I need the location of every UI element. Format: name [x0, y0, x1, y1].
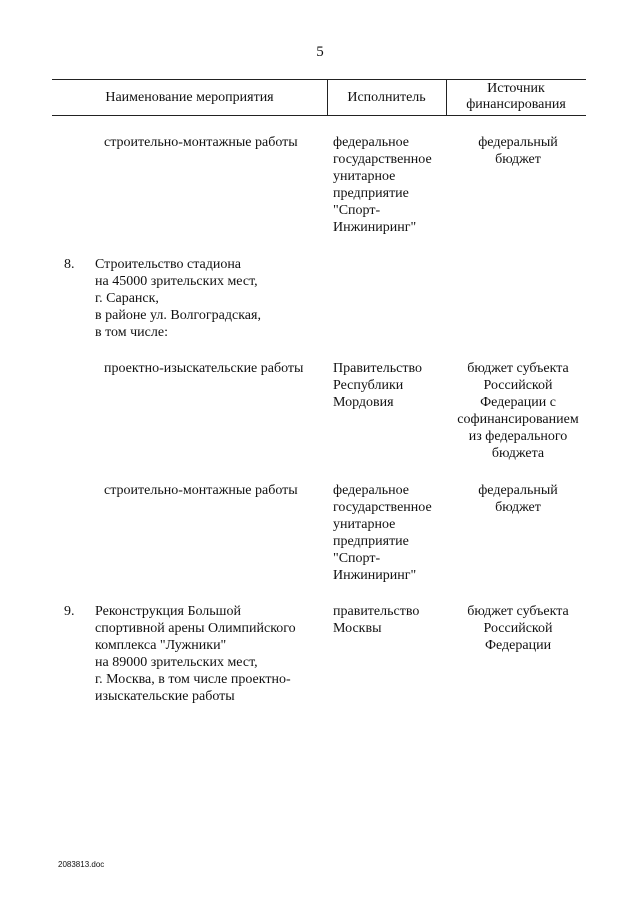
row-2-name: проектно-изыскательские работы — [104, 361, 304, 376]
header-name: Наименование мероприятия — [105, 90, 274, 105]
row-2-source: бюджет субъекта Российской Федерации с софинансированием из федерального бюджета — [457, 361, 579, 461]
table-header-bottom-rule — [52, 115, 586, 116]
row-0-name: строительно-монтажные работы — [104, 135, 298, 150]
row-3-name: строительно-монтажные работы — [104, 483, 298, 498]
row-2-executor: Правительство Республики Мордовия — [333, 361, 422, 410]
row-0-executor: федеральное государственное унитарное предприятие "Спорт- Инжиниринг" — [333, 135, 432, 235]
header-source: Источник финансирования — [466, 81, 566, 112]
row-3-executor: федеральное государственное унитарное предприятие "Спорт- Инжиниринг" — [333, 483, 432, 583]
row-0-source: федеральный бюджет — [478, 135, 558, 167]
header-executor: Исполнитель — [347, 90, 426, 105]
row-4-number: 9. — [64, 604, 75, 619]
row-4-name: Реконструкция Большой спортивной арены Олимпийского комплекса "Лужники" на 89000 зрительских мест, г. Москва, в том числе проектно- изыскательские работы — [95, 604, 296, 704]
row-3-source: федеральный бюджет — [478, 483, 558, 515]
document-id: 2083813.doc — [58, 860, 105, 869]
row-1-name: Строительство стадиона на 45000 зрительских мест, г. Саранск, в районе ул. Волгоградская, в том числе: — [95, 257, 261, 340]
row-4-source: бюджет субъекта Российской Федерации — [467, 604, 569, 653]
page-number: 5 — [316, 44, 324, 60]
row-1-number: 8. — [64, 257, 75, 272]
row-4-executor: правительство Москвы — [333, 604, 420, 636]
table-top-rule — [52, 79, 586, 80]
